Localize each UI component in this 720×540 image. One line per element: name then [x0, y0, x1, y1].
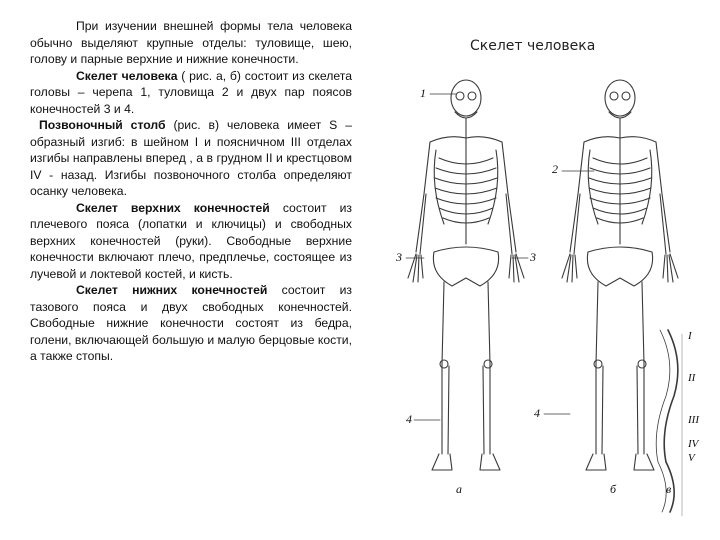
- paragraph-skeleton: [30, 68, 352, 118]
- spine-label-iii: III: [688, 414, 699, 426]
- skeleton-figure: [398, 66, 720, 540]
- label-2: 2: [552, 162, 558, 176]
- view-label-b: б: [610, 482, 617, 496]
- paragraph-skeleton-body: ( рис. а, б) состоит из скелета головы – черепа 1, туловища 2 и двух пар поясов конечностей 3 и 4.: [30, 68, 352, 116]
- spine-label-i: I: [688, 330, 692, 342]
- term-upper-limbs: Скелет верхних конечностей: [76, 200, 270, 215]
- label-4-right: 4: [534, 406, 540, 420]
- term-spine: Позвоночный столб: [39, 118, 166, 132]
- skeleton-illustration: [398, 66, 720, 540]
- term-skeleton: Скелет человека: [76, 68, 178, 83]
- view-label-a: а: [456, 482, 462, 496]
- paragraph-spine: [30, 117, 352, 200]
- spine-label-v: V: [688, 452, 695, 464]
- paragraph-upper-limbs-body: состоит из плечевого пояса (лопатки и ключицы) и свободных верхних конечностей (руки). Свободные верхние конечности включают плечо, предплечье, состоящее из лучевой и локтевой костей, и кисть.: [30, 200, 352, 281]
- term-lower-limbs: Скелет нижних конечностей: [76, 283, 268, 297]
- label-4-left: 4: [406, 412, 412, 426]
- paragraph-intro: При изучении внешней формы тела человека обычно выделяют крупные отделы: туловище, шею, голову и парные верхние и нижние конечности.: [30, 19, 352, 66]
- label-3-right: 3: [530, 250, 536, 264]
- paragraph-upper-limbs: [30, 200, 352, 283]
- spine-label-iv: IV: [688, 438, 699, 450]
- paragraph-lower-limbs-body: состоит из тазового пояса и двух свободных конечностей. Свободные нижние конечности состоят из бедра, голени, включающей большую и малую берцовые кости, а также стопы.: [30, 283, 352, 363]
- view-label-v: в: [666, 482, 672, 496]
- label-1: 1: [420, 86, 426, 100]
- paragraph-spine-body: (рис. в) человека имеет S – образный изгиб: в шейном I и поясничном III отделах изгибы направлены вперед , а в грудном II и крестцовом IV - назад. Изгибы позвоночного столба определяют осанку человека.: [30, 118, 352, 198]
- description-text-block: [30, 18, 352, 365]
- paragraph-lower-limbs: [30, 282, 352, 365]
- label-3-left: 3: [396, 250, 402, 264]
- skeleton-front-view: [408, 80, 524, 470]
- spine-label-ii: II: [688, 372, 696, 384]
- figure-title: Скелет человека: [470, 38, 596, 54]
